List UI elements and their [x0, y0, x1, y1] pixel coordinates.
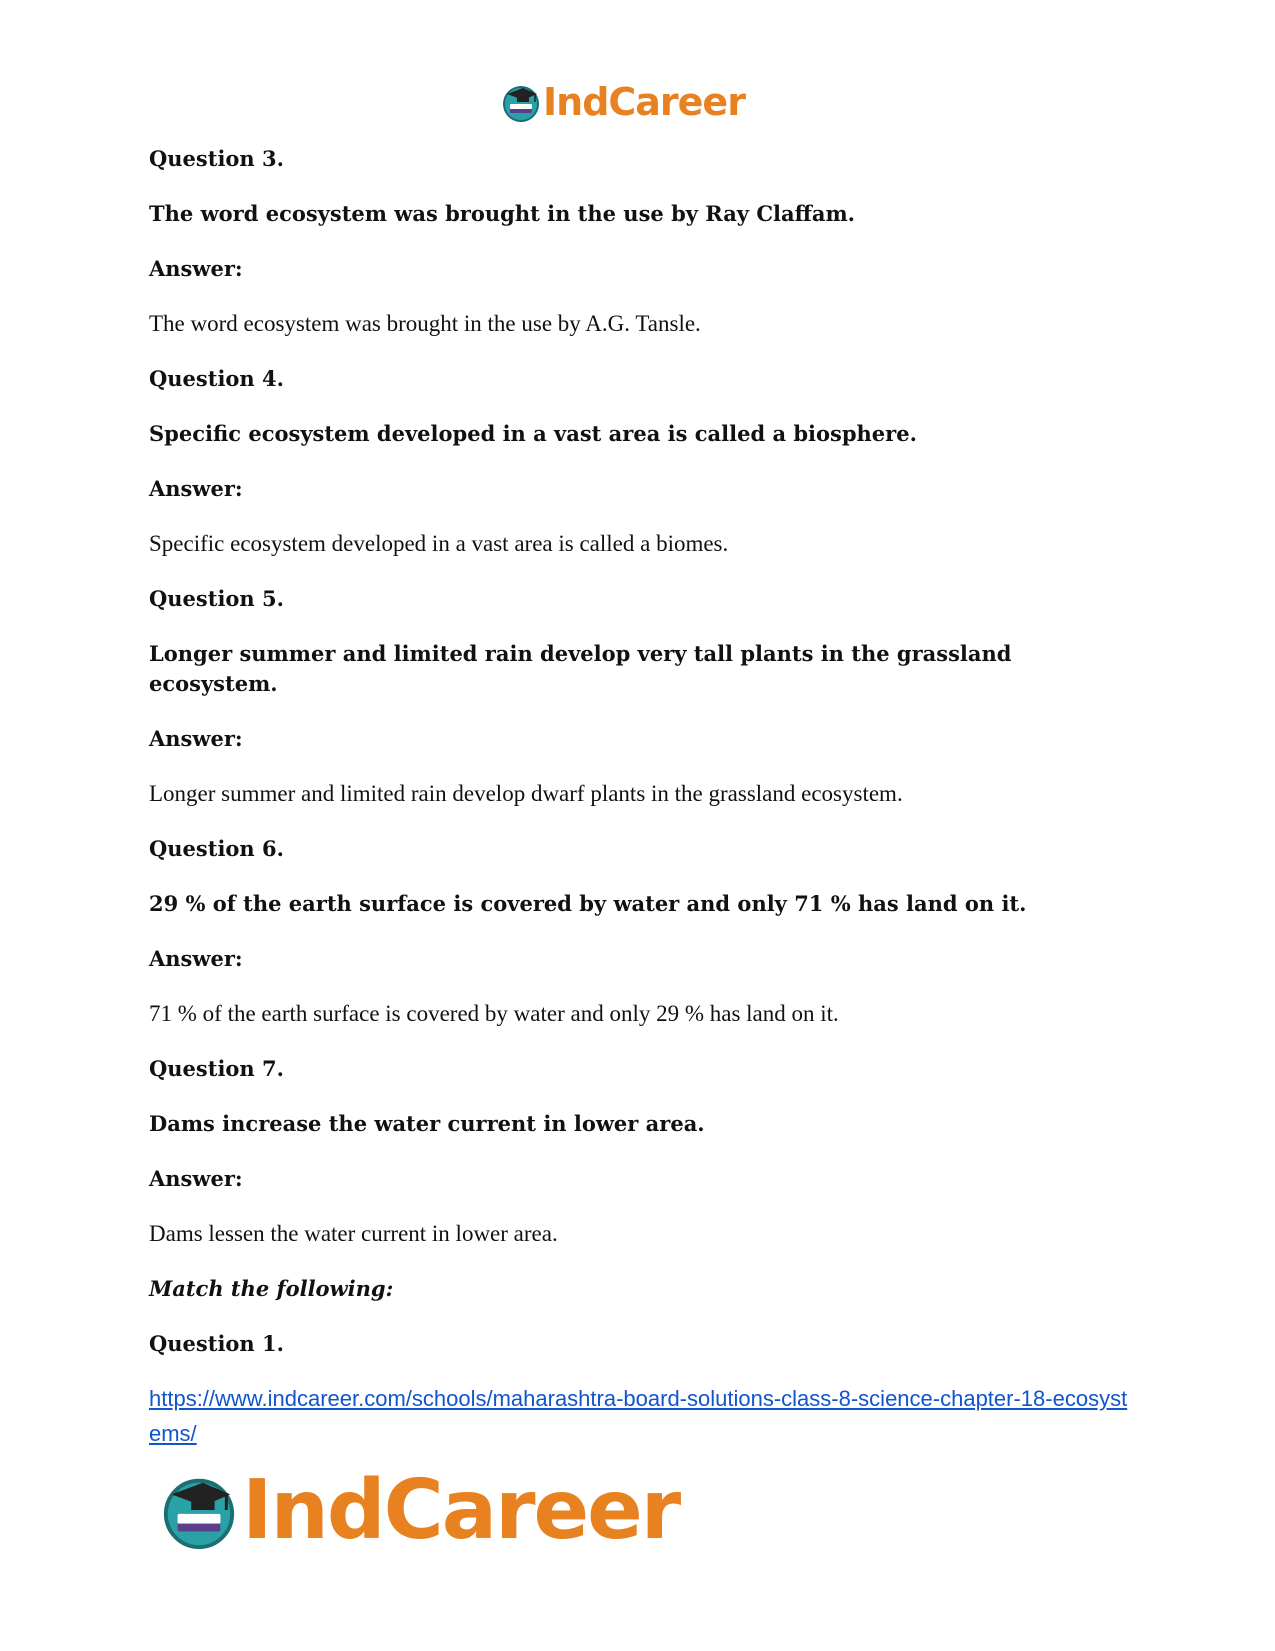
- answer-label: Answer:: [149, 1166, 243, 1191]
- answer: 71 % of the earth surface is covered by water and only 29 % has land on it.: [149, 1001, 839, 1026]
- statement: Dams increase the water current in lower area.: [149, 1111, 705, 1136]
- question: Question 3.: [149, 146, 284, 171]
- header-logo: [501, 80, 745, 124]
- statement: The word ecosystem was brought in the use by Ray Claffam.: [149, 201, 855, 226]
- question: Question 5.: [149, 586, 284, 611]
- footer-logo: [160, 1462, 680, 1558]
- question: Question 4.: [149, 366, 284, 391]
- answer: Specific ecosystem developed in a vast area is called a biomes.: [149, 531, 729, 556]
- question: Question 1.: [149, 1331, 284, 1356]
- question: Question 7.: [149, 1056, 284, 1081]
- statement: Specific ecosystem developed in a vast area is called a biosphere.: [149, 421, 917, 446]
- statement: 29 % of the earth surface is covered by water and only 71 % has land on it.: [149, 891, 1027, 916]
- statement: Longer summer and limited rain develop very tall plants in the grassland ecosystem.: [149, 641, 1012, 696]
- source-url-link[interactable]: https://www.indcareer.com/schools/maharashtra-board-solutions-class-8-science-chapter-18-ecosystems/: [149, 1386, 1128, 1446]
- answer-label: Answer:: [149, 726, 243, 751]
- answer: Longer summer and limited rain develop dwarf plants in the grassland ecosystem.: [149, 781, 903, 806]
- answer-label: Answer:: [149, 256, 243, 281]
- answer: Dams lessen the water current in lower area.: [149, 1221, 558, 1246]
- answer-label: Answer:: [149, 476, 243, 501]
- question: Question 6.: [149, 836, 284, 861]
- answer-label: Answer:: [149, 946, 243, 971]
- graduation-book-globe-icon: [501, 82, 541, 122]
- answer: The word ecosystem was brought in the use by A.G. Tansle.: [149, 311, 701, 336]
- graduation-book-globe-icon: [160, 1471, 238, 1549]
- section-heading: Match the following:: [149, 1276, 394, 1301]
- logo-wordmark: IndCareer: [242, 1462, 680, 1558]
- logo-wordmark: IndCareer: [543, 80, 745, 124]
- document-body: [149, 144, 1129, 1384]
